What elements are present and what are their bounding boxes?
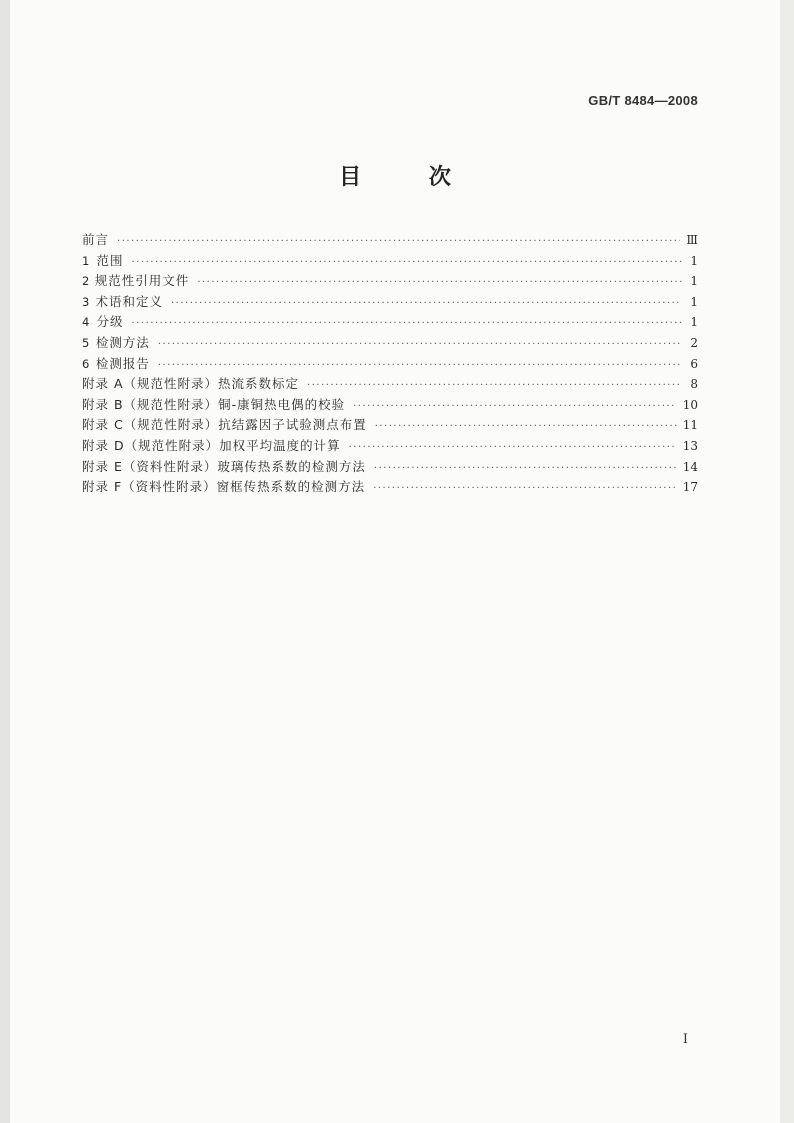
toc-entry-label: 热流系数标定 (218, 376, 300, 392)
toc-entry-label: 窗框传热系数的检测方法 (216, 479, 366, 495)
toc-entry-appendix-e[interactable] (82, 457, 698, 478)
toc-entry-2[interactable] (82, 271, 698, 292)
toc-appendix-prefix: 附录 C（规范性附录） (82, 417, 219, 433)
toc-entry-label: 检测方法 (95, 334, 150, 350)
toc-entry-6[interactable] (82, 354, 698, 375)
toc-entry-page: 1 (690, 253, 698, 268)
toc-entry-label: 分级 (96, 314, 124, 330)
toc-entry-page: 13 (682, 438, 698, 453)
page-title: 目 次 (339, 165, 481, 190)
toc-entry-page: 8 (690, 377, 698, 392)
toc-entry-page: 2 (690, 335, 698, 350)
toc-entry-label: 玻璃传热系数的检测方法 (217, 458, 366, 474)
toc-entry-page: 11 (682, 418, 698, 433)
toc-appendix-prefix: 附录 F（资料性附录） (82, 479, 217, 495)
leader-dots (374, 459, 677, 480)
leader-dots (373, 479, 677, 500)
leader-dots (349, 438, 677, 459)
leader-dots (171, 294, 682, 315)
toc-entry-page: 1 (690, 274, 698, 289)
toc-entry-3[interactable] (82, 292, 698, 313)
toc-entry-number: 5 (82, 335, 90, 350)
leader-dots (158, 356, 682, 377)
toc-entry-number: 6 (82, 356, 90, 371)
leader-dots (197, 273, 682, 294)
toc-entry-appendix-c[interactable] (82, 415, 698, 436)
leader-dots (353, 397, 677, 418)
toc-entry-page: 17 (682, 480, 698, 495)
toc-entry-page: 6 (690, 356, 698, 371)
toc-entry-page: 1 (690, 294, 698, 309)
toc-entry-label: 前言 (82, 232, 110, 247)
toc-entry-label: 规范性引用文件 (94, 273, 190, 289)
toc-entry-number: 1 (82, 253, 90, 268)
leader-dots (132, 314, 682, 335)
toc-appendix-prefix: 附录 D（规范性附录） (82, 437, 220, 453)
page-number: I (682, 1032, 688, 1047)
toc-entry-label: 术语和定义 (95, 293, 163, 309)
toc-entry-label: 铜-康铜热电偶的校验 (218, 396, 346, 412)
toc-entry-number: 2 (82, 274, 90, 289)
leader-dots (132, 253, 682, 274)
toc-entry-label: 抗结露因子试验测点布置 (218, 417, 367, 433)
toc-entry-appendix-d[interactable] (82, 436, 698, 457)
toc-entry-label: 检测报告 (95, 355, 150, 371)
toc-entry-appendix-f[interactable] (82, 477, 698, 498)
toc-entry-appendix-a[interactable] (82, 374, 698, 395)
toc-entry-number: 4 (82, 315, 90, 330)
toc-appendix-prefix: 附录 E（资料性附录） (82, 458, 218, 474)
toc-entry-label: 加权平均温度的计算 (219, 437, 341, 453)
toc-appendix-prefix: 附录 A（规范性附录） (82, 376, 219, 392)
table-of-contents (82, 230, 698, 498)
toc-entry-5[interactable] (82, 333, 698, 354)
toc-entry-page: Ⅲ (686, 233, 698, 247)
toc-entry-1[interactable] (82, 251, 698, 272)
toc-entry-page: 1 (690, 315, 698, 330)
toc-entry-foreword[interactable] (82, 230, 698, 251)
standard-code: GB/T 8484—2008 (588, 93, 698, 108)
toc-entry-page: 14 (682, 459, 698, 474)
leader-dots (307, 376, 682, 397)
leader-dots (158, 335, 682, 356)
leader-dots (375, 417, 677, 438)
toc-entry-number: 3 (82, 294, 90, 309)
leader-dots (117, 232, 680, 253)
toc-appendix-prefix: 附录 B（规范性附录） (82, 396, 219, 412)
toc-entry-appendix-b[interactable] (82, 395, 698, 416)
toc-entry-label: 范围 (96, 252, 124, 268)
toc-entry-4[interactable] (82, 312, 698, 333)
toc-entry-page: 10 (682, 397, 698, 412)
